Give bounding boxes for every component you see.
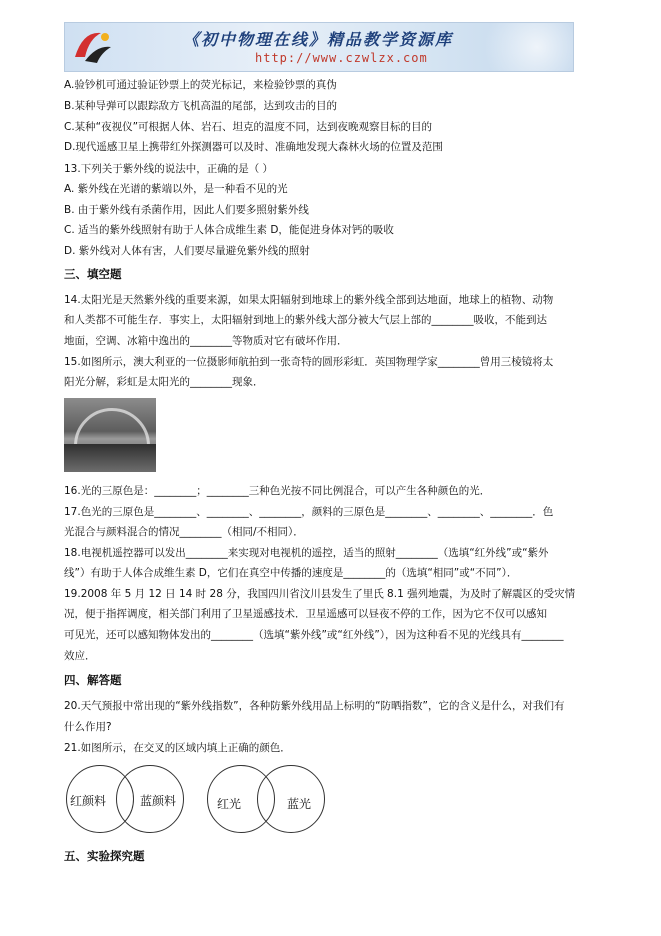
banner-decoration — [453, 23, 573, 71]
option-c: C.某种“夜视仪”可根据人体、岩石、坦克的温度不同，达到夜晚观察目标的目的 — [64, 121, 433, 133]
option-d: D.现代遥感卫星上携带红外探测器可以及时、准确地发现大森林火场的位置及范围 — [64, 141, 443, 153]
q17-line-1: 17.色光的三原色是________、________、________，颜料的三原色是________、________、________．色 — [64, 506, 554, 518]
q18-line-2: 线”）有助于人体合成维生素 D，它们在真空中传播的速度是________的（选填“相同”或“不同”）． — [64, 567, 518, 579]
pigment-venn-diagram — [64, 763, 189, 835]
q15-line-2: 阳光分解，彩虹是太阳光的________现象． — [64, 376, 264, 388]
site-logo-icon — [71, 27, 115, 67]
q14-line-2: 和人类都不可能生存．事实上，太阳辐射到地上的紫外线大部分被大气层上部的________吸收，不能到达 — [64, 314, 547, 326]
option-a: A.验钞机可通过验证钞票上的荧光标记，来检验钞票的真伪 — [64, 79, 337, 91]
q13-option-a: A. 紫外线在光谱的紫端以外，是一种看不见的光 — [64, 183, 288, 195]
q17-line-2: 光混合与颜料混合的情况________（相同/不相同）． — [64, 526, 304, 538]
section-experiment: 五、实验探究题 — [64, 849, 145, 863]
question-21: 21.如图所示，在交叉的区域内填上正确的颜色． — [64, 742, 291, 754]
section-fill-blank: 三、填空题 — [64, 267, 122, 281]
venn-label-red-pigment: 红颜料 — [70, 794, 107, 808]
section-answer: 四、解答题 — [64, 673, 122, 687]
venn-label-blue-pigment: 蓝颜料 — [140, 794, 177, 808]
question-16: 16.光的三原色是：________；________三种色光按不同比例混合，可以产生各种颜色的光． — [64, 485, 491, 497]
q19-line-1: 19.2008 年 5 月 12 日 14 时 28 分，我国四川省汶川县发生了里氏 8.1 强列地震，为及时了解震区的受灾情 — [64, 588, 576, 600]
light-venn-diagram — [205, 763, 330, 835]
venn-label-blue-light: 蓝光 — [287, 797, 312, 811]
rainbow-photo — [64, 398, 156, 472]
q18-line-1: 18.电视机遥控器可以发出________来实现对电视机的遥控，适当的照射________（选填“红外线”或“紫外 — [64, 547, 549, 559]
header-banner — [64, 22, 574, 72]
q14-line-1: 14.太阳光是天然紫外线的重要来源，如果太阳辐射到地球上的紫外线全部到达地面，地球上的植物、动物 — [64, 294, 554, 306]
site-url[interactable]: http://www.czwlzx.com — [255, 51, 428, 65]
q19-line-3: 可见光，还可以感知物体发出的________（选填“紫外线”或“红外线”），因为这种看不见的光线具有________ — [64, 629, 564, 641]
q15-line-1: 15.如图所示，澳大利亚的一位摄影师航拍到一张奇特的圆形彩虹．英国物理学家________曾用三棱镜将太 — [64, 356, 554, 368]
q13-option-b: B. 由于紫外线有杀菌作用，因此人们要多照射紫外线 — [64, 204, 309, 216]
q19-line-4: 效应． — [64, 650, 96, 662]
photo-ground — [64, 444, 156, 472]
q20-line-1: 20.天气预报中常出现的“紫外线指数”，各种防紫外线用品上标明的“防晒指数”，它的含义是什么，对我们有 — [64, 700, 565, 712]
option-b: B.某种导弹可以跟踪敌方飞机高温的尾部，达到攻击的目的 — [64, 100, 338, 112]
q19-line-2: 况，便于指挥调度，相关部门利用了卫星遥感技术．卫星遥感可以昼夜不停的工作，因为它不仅可以感知 — [64, 608, 547, 620]
venn-label-red-light: 红光 — [217, 797, 242, 811]
q13-option-c: C. 适当的紫外线照射有助于人体合成维生素 D，能促进身体对钙的吸收 — [64, 224, 394, 236]
question-13: 13.下列关于紫外线的说法中，正确的是（ ） — [64, 163, 274, 175]
q20-line-2: 什么作用? — [64, 721, 112, 733]
q13-option-d: D. 紫外线对人体有害，人们要尽量避免紫外线的照射 — [64, 245, 310, 257]
q14-line-3: 地面，空调、冰箱中逸出的________等物质对它有破坏作用． — [64, 335, 348, 347]
site-title: 《初中物理在线》精品教学资源库 — [183, 30, 454, 49]
